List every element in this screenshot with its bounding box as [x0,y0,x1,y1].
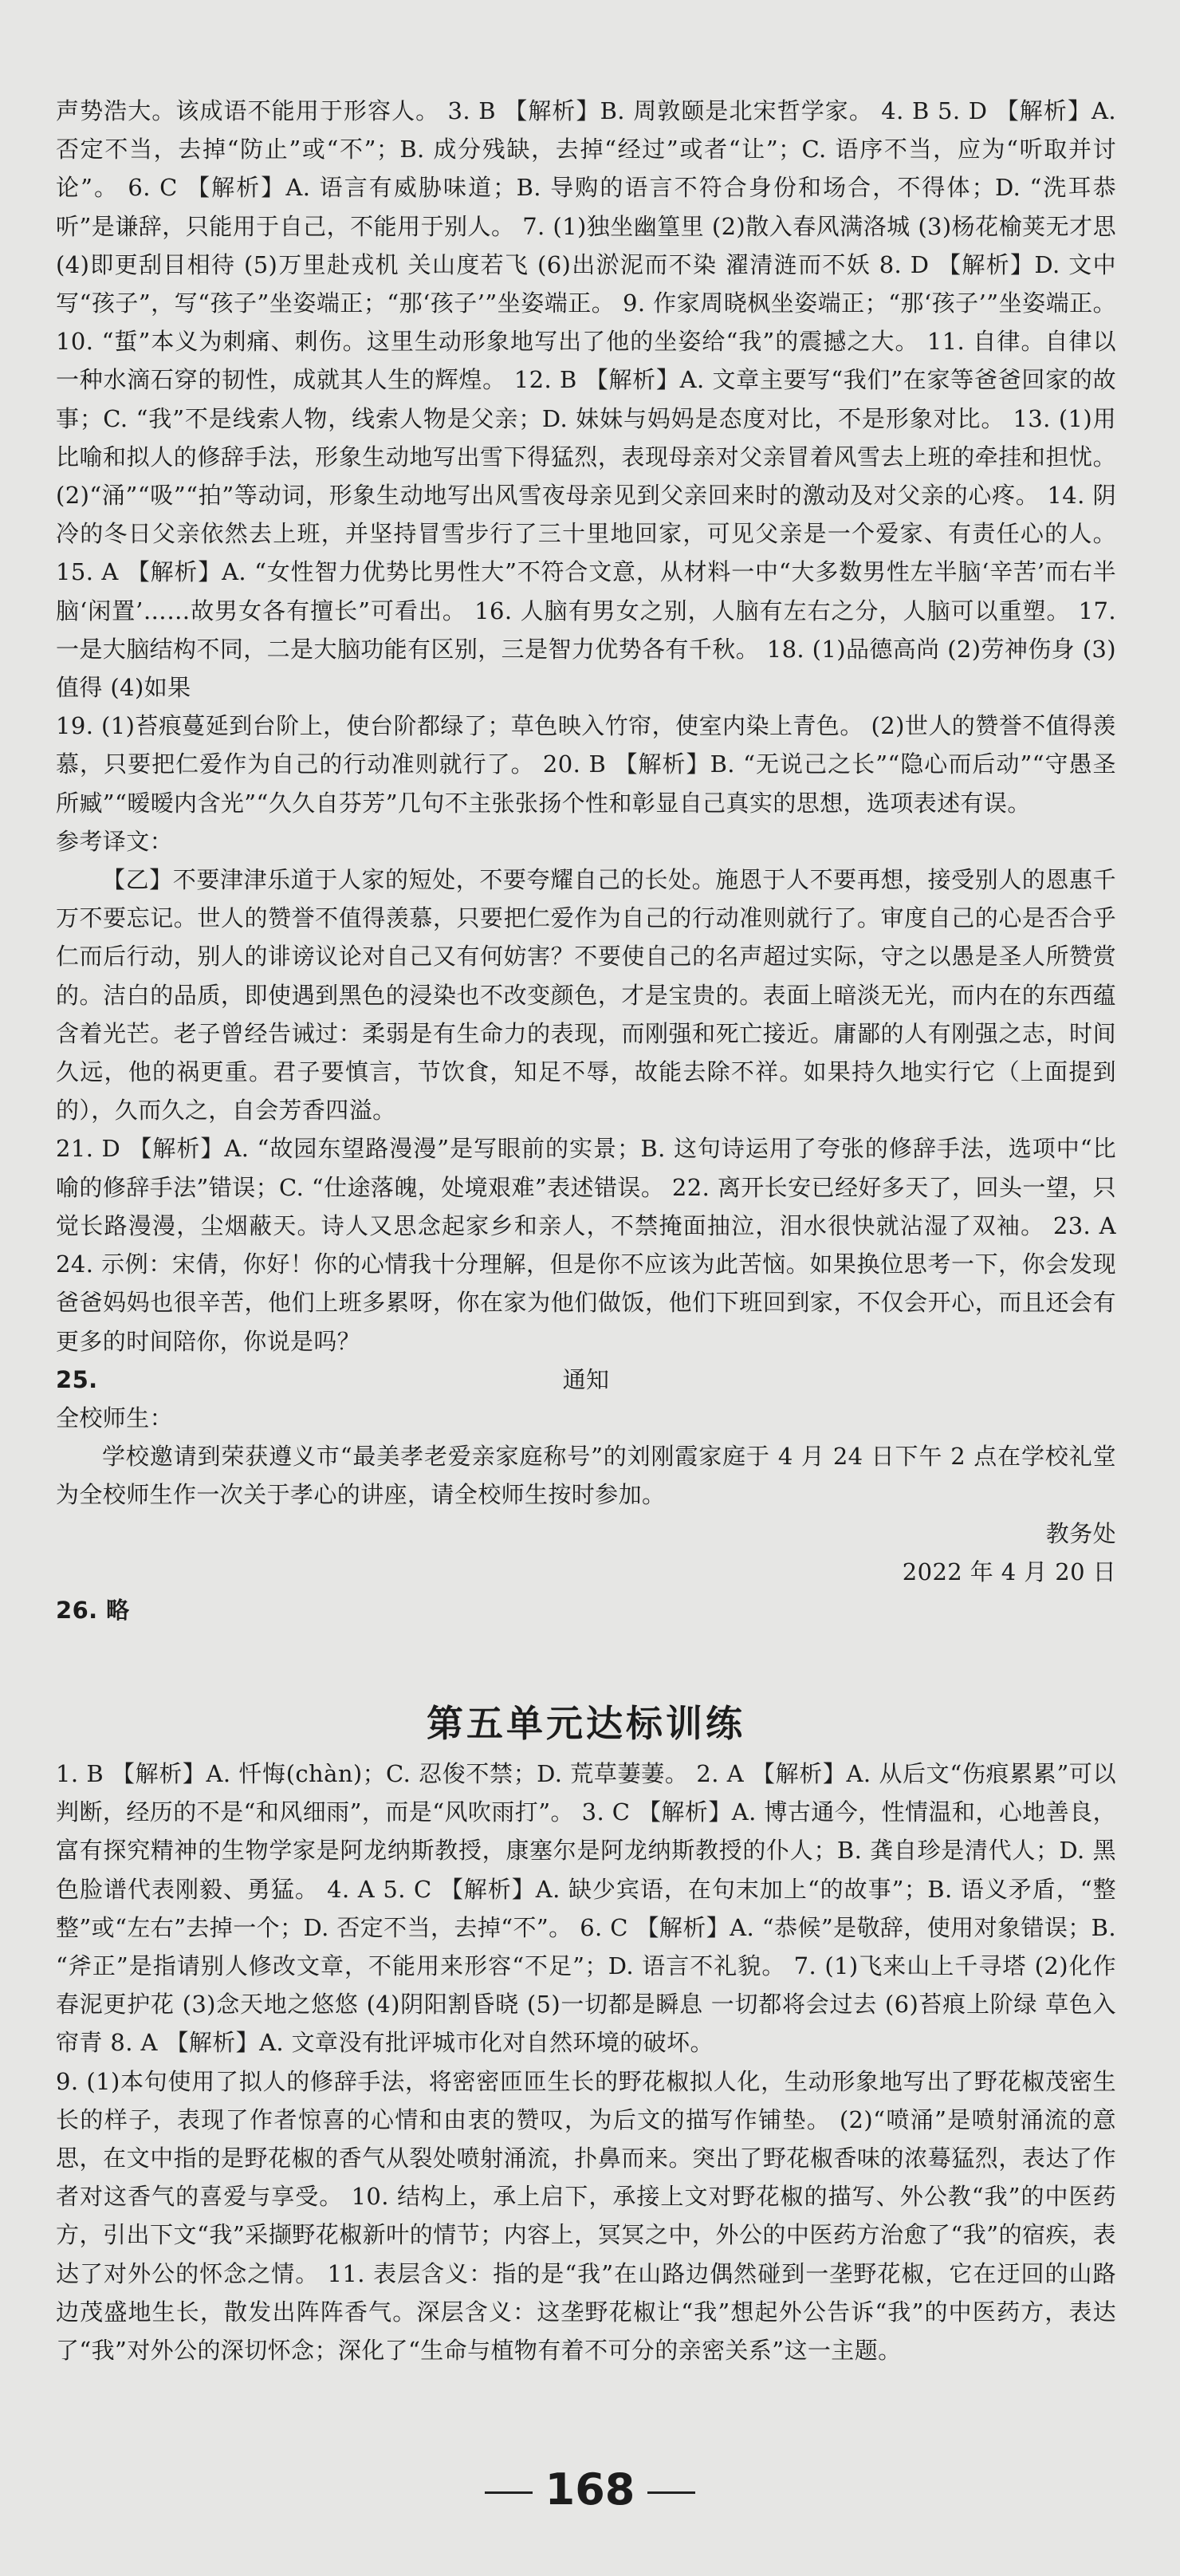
answer-page [56,92,1116,1629]
answer-paragraph: 声势浩大。该成语不能用于形容人。 3. B 【解析】B. 周敦颐是北宋哲学家。 4. B 5. D 【解析】A. 否定不当，去掉“防止”或“不”；B. 成分残缺，去掉“经过”或者“让”；C. 语序不当，应为“听取并讨论”。 6. C 【解析】A. 语言有威胁味道；B. 导购的语言不符合身份和场合，不得体；D. “洗耳恭听”是谦辞，只能用于自己，不能用于别人。 7. (1)独坐幽篁里 (2)散入春风满洛城 (3)杨花榆荚无才思 (4)即更刮目相待 (5)万里赴戎机 关山度若飞 (6)出淤泥而不染 濯清涟而不妖 8. D 【解析】D. 文中写“孩子”，写“孩子”坐姿端正；“那‘孩子’”坐姿端正。 9. 作家周晓枫坐姿端正；“那‘孩子’”坐姿端正。 10. “蜇”本义为刺痛、刺伤。这里生动形象地写出了他的坐姿给“我”的震撼之大。 11. 自律。自律以一种水滴石穿的韧性，成就其人生的辉煌。 12. B 【解析】A. 文章主要写“我们”在家等爸爸回家的故事；C. “我”不是线索人物，线索人物是父亲；D. 妹妹与妈妈是态度对比，不是形象对比。 13. (1)用比喻和拟人的修辞手法，形象生动地写出雪下得猛烈，表现母亲对父亲冒着风雪去上班的牵挂和担忧。 (2)“涌”“吸”“拍”等动词，形象生动地写出风雪夜母亲见到父亲回来时的激动及对父亲的心疼。 14. 阴冷的冬日父亲依然去上班，并坚持冒雪步行了三十里地回家，可见父亲是一个爱家、有责任心的人。 15. A 【解析】A. “女性智力优势比男性大”不符合文意，从材料一中“大多数男性左半脑‘辛苦’而右半脑‘闲置’……故男女各有擅长”可看出。 16. 人脑有男女之别，人脑有左右之分，人脑可以重塑。 17. 一是大脑结构不同，二是大脑功能有区别，三是智力优势各有千秋。 18. (1)品德高尚 (2)劳神伤身 (3)值得 (4)如果 [56,97,1116,702]
dash-icon [647,2491,695,2494]
notice-greeting: 全校师生： [56,1404,174,1432]
answer-paragraph: 19. (1)苔痕蔓延到台阶上，使台阶都绿了；草色映入竹帘，使室内染上青色。 (2)世人的赞誉不值得羡慕，只要把仁爱作为自己的行动准则就行了。 20. B 【解析】B. “无说己之长”“隐心而后动”“守愚圣所臧”“暧暧内含光”“久久自芬芳”几句不主张张扬个性和彰显自己真实的思想，选项表述有误。 [56,712,1116,817]
answer-paragraph: 9. (1)本句使用了拟人的修辞手法，将密密匝匝生长的野花椒拟人化，生动形象地写出了野花椒茂密生长的样子，表现了作者惊喜的心情和由衷的赞叹，为后文的描写作铺垫。 (2)“喷涌”是喷射涌流的意思，在文中指的是野花椒的香气从裂处喷射涌流，扑鼻而来。突出了野花椒香味的浓蓦猛烈，表达了作者对这香气的喜爱与享受。 10. 结构上，承上启下，承接上文对野花椒的描写、外公教“我”的中医药方，引出下文“我”采撷野花椒新叶的情节；内容上，冥冥之中，外公的中医药方治愈了“我”的宿疾，表达了对外公的怀念之情。 11. 表层含义：指的是“我”在山路边偶然碰到一垄野花椒，它在迂回的山路边茂盛地生长，散发出阵阵香气。深层含义：这垄野花椒让“我”想起外公告诉“我”的中医药方，表达了“我”对外公的深切怀念；深化了“生命与植物有着不可分的亲密关系”这一主题。 [56,2067,1116,2365]
page-number-text: 168 [545,2464,635,2515]
notice-body: 学校邀请到荣获遵义市“最美孝老爱亲家庭称号”的刘刚霞家庭于 4 月 24 日下午 2 点在学校礼堂为全校师生作一次关于孝心的讲座，请全校师生按时参加。 [56,1443,1116,1509]
section-title: 第五单元达标训练 [427,1702,745,1745]
item-26: 26. 略 [56,1596,130,1624]
answer-page-section5 [56,1755,1116,2369]
notice-number: 25. [56,1365,98,1393]
translation-heading: 参考译文： [56,827,174,855]
notice-date: 2022 年 4 月 20 日 [902,1558,1116,1585]
notice-title: 通知 [562,1365,610,1393]
page-number [0,2464,1180,2515]
answer-paragraph: 21. D 【解析】A. “故园东望路漫漫”是写眼前的实景；B. 这句诗运用了夸张的修辞手法，选项中“比喻的修辞手法”错误；C. “仕途落魄，处境艰难”表述错误。 22. 离开长安已经好多天了，回头一望，只觉长路漫漫，尘烟蔽天。诗人又思念起家乡和亲人，不禁掩面抽泣，泪水很快就沾湿了双袖。 23. A 24. 示例：宋倩，你好！你的心情我十分理解，但是你不应该为此苦恼。如果换位思考一下，你会发现爸爸妈妈也很辛苦，他们上班多累呀，你在家为他们做饭，他们下班回到家，不仅会开心，而且还会有更多的时间陪你，你说是吗？ [56,1135,1116,1355]
dash-icon [485,2491,533,2494]
notice-sign: 教务处 [1045,1519,1116,1547]
answer-paragraph: 1. B 【解析】A. 忏悔(chàn)；C. 忍俊不禁；D. 荒草萋萋。 2. A 【解析】A. 从后文“伤痕累累”可以判断，经历的不是“和风细雨”，而是“风吹雨打”。 3. C 【解析】A. 博古通今，性情温和，心地善良，富有探究精神的生物学家是阿龙纳斯教授，康塞尔是阿龙纳斯教授的仆人；B. 龚自珍是清代人；D. 黑色脸谱代表刚毅、勇猛。 4. A 5. C 【解析】A. 缺少宾语，在句末加上“的故事”；B. 语义矛盾，“整整”或“左右”去掉一个；D. 否定不当，去掉“不”。 6. C 【解析】A. “恭候”是敬辞，使用对象错误；B. “斧正”是指请别人修改文章，不能用来形容“不足”；D. 语言不礼貌。 7. (1)飞来山上千寻塔 (2)化作春泥更护花 (3)念天地之悠悠 (4)阴阳割昏晓 (5)一切都是瞬息 一切都将会过去 (6)苔痕上阶绿 草色入帘青 8. A 【解析】A. 文章没有批评城市化对自然环境的破坏。 [56,1760,1116,2057]
translation-text: 【乙】不要津津乐道于人家的短处，不要夸耀自己的长处。施恩于人不要再想，接受别人的恩惠千万不要忘记。世人的赞誉不值得羡慕，只要把仁爱作为自己的行动准则就行了。审度自己的心是否合乎仁而后行动，别人的诽谤议论对自己又有何妨害？不要使自己的名声超过实际，守之以愚是圣人所赞赏的。洁白的品质，即使遇到黑色的浸染也不改变颜色，才是宝贵的。表面上暗淡无光，而内在的东西蕴含着光芒。老子曾经告诫过：柔弱是有生命力的表现，而刚强和死亡接近。庸鄙的人有刚强之志，时间久远，他的祸更重。君子要慎言，节饮食，知足不辱，故能去除不祥。如果持久地实行它（上面提到的），久而久之，自会芳香四溢。 [56,866,1116,1125]
notice-block [56,1361,1116,1399]
